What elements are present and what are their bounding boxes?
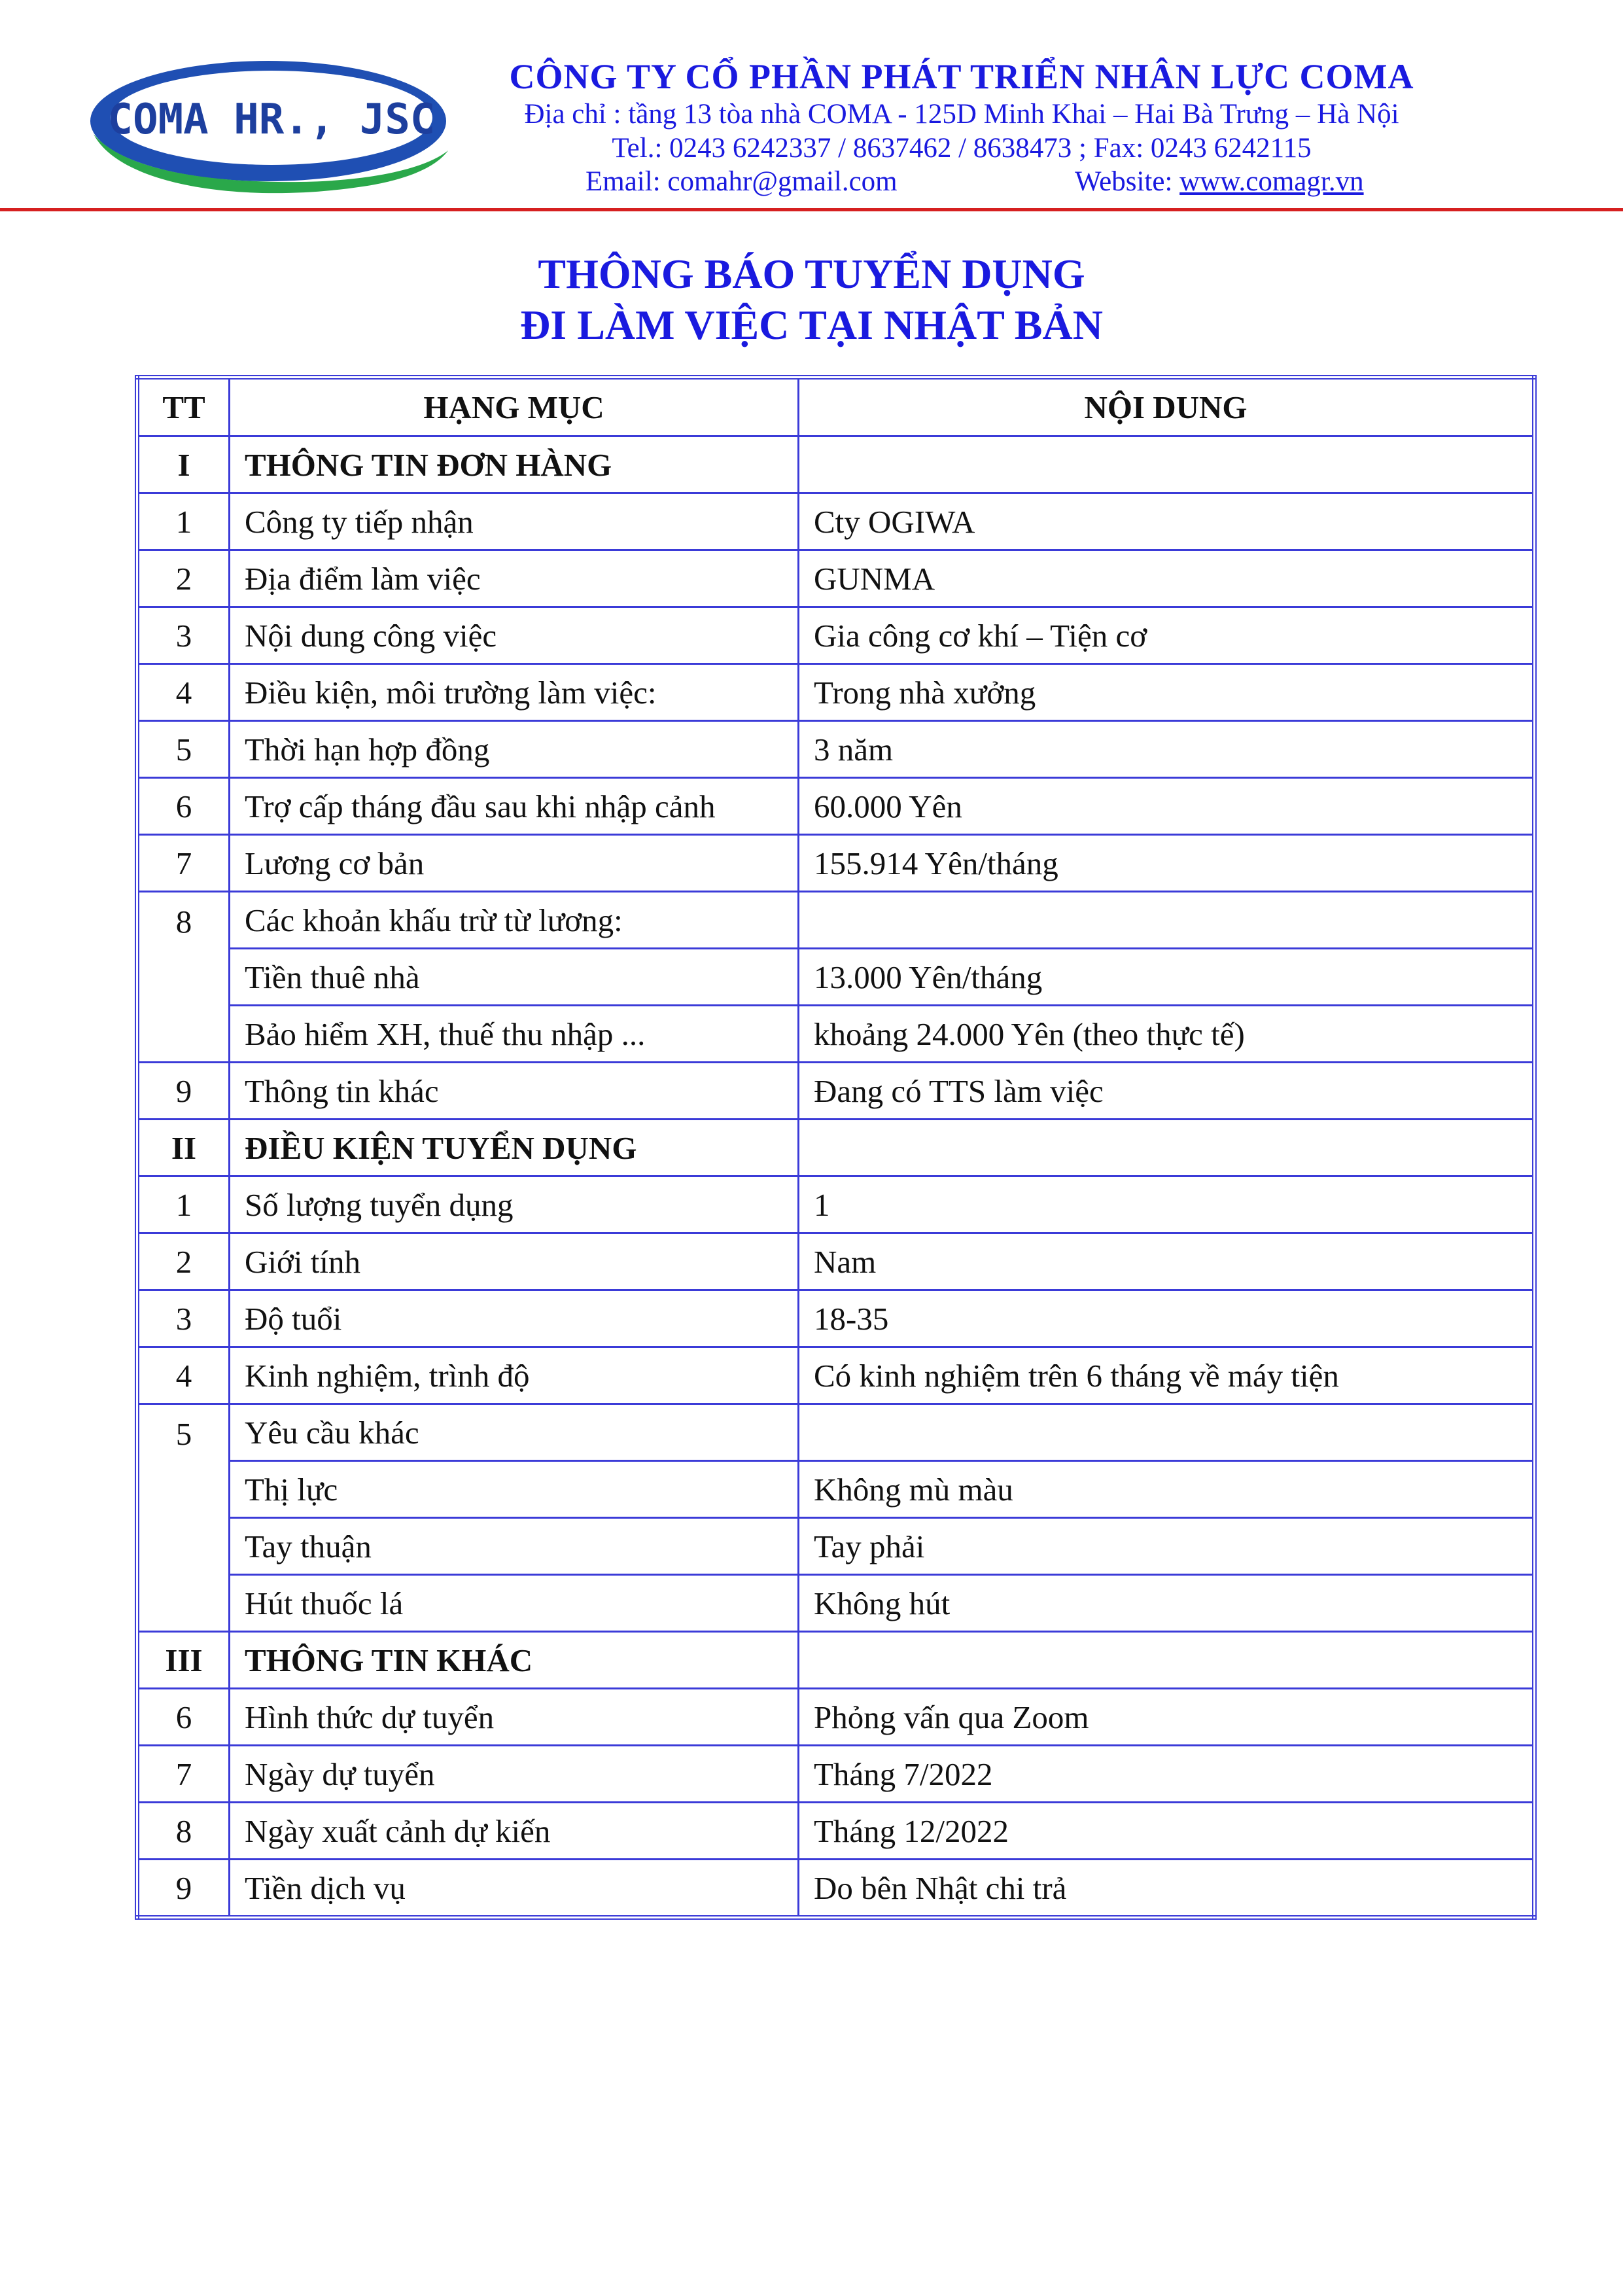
subrow-content: Không mù màu [799,1461,1535,1518]
row-content: 155.914 Yên/tháng [799,835,1535,892]
table-row [137,835,1535,892]
row-number: 4 [137,664,230,721]
row-item: Các khoản khấu trừ từ lương: [230,892,799,949]
table-row [137,1347,1535,1404]
row-item: Kinh nghiệm, trình độ [230,1347,799,1404]
subrow-item: Tiền thuê nhà [230,949,799,1006]
row-number: 8 [137,1803,230,1860]
header-item: HẠNG MỤC [230,378,799,436]
table-subrow [137,1575,1535,1632]
table-row [137,1290,1535,1347]
subrow-item: Tay thuận [230,1518,799,1575]
subrow-item: Thị lực [230,1461,799,1518]
row-number: 7 [137,1746,230,1803]
subrow-content: Tay phải [799,1518,1535,1575]
section-number: I [137,436,230,493]
company-logo [82,52,455,203]
header-divider [0,208,1623,211]
title-line-2: ĐI LÀM VIỆC TẠI NHẬT BẢN [520,302,1103,348]
row-item: Số lượng tuyển dụng [230,1176,799,1233]
row-content: Phỏng vấn qua Zoom [799,1689,1535,1746]
table-row [137,664,1535,721]
table-row [137,1404,1535,1461]
row-item: Trợ cấp tháng đầu sau khi nhập cảnh [230,778,799,835]
table-header-row [137,378,1535,436]
row-item: Nội dung công việc [230,607,799,664]
row-item: Yêu cầu khác [230,1404,799,1461]
subrow-content: 13.000 Yên/tháng [799,949,1535,1006]
table-subrow [137,1461,1535,1518]
row-item: Ngày xuất cảnh dự kiến [230,1803,799,1860]
row-number: 9 [137,1063,230,1120]
table-subrow [137,1006,1535,1063]
row-item: Điều kiện, môi trường làm việc: [230,664,799,721]
title-line-1: THÔNG BÁO TUYỂN DỤNG [538,251,1085,297]
section-title: THÔNG TIN KHÁC [230,1632,799,1689]
row-content: Đang có TTS làm việc [799,1063,1535,1120]
row-number: 3 [137,607,230,664]
row-number: 2 [137,1233,230,1290]
row-number: 5 [137,721,230,778]
table-row [137,1233,1535,1290]
section-content [799,1632,1535,1689]
row-item: Thông tin khác [230,1063,799,1120]
company-name: CÔNG TY CỔ PHẦN PHÁT TRIỂN NHÂN LỰC COMA [509,57,1414,96]
row-number: 9 [137,1860,230,1918]
table-row [137,1689,1535,1746]
table-row [137,1803,1535,1860]
row-number: 1 [137,493,230,550]
row-content [799,892,1535,949]
row-number: 5 [137,1404,230,1632]
subrow-item: Bảo hiểm XH, thuế thu nhập ... [230,1006,799,1063]
row-item: Thời hạn hợp đồng [230,721,799,778]
table-row [137,493,1535,550]
row-content: Tháng 7/2022 [799,1746,1535,1803]
row-item: Tiền dịch vụ [230,1860,799,1918]
section-row-order-info [137,436,1535,493]
row-number: 6 [137,1689,230,1746]
table-row [137,721,1535,778]
table-row [137,550,1535,607]
table-row [137,1063,1535,1120]
row-content: Có kinh nghiệm trên 6 tháng về máy tiện [799,1347,1535,1404]
row-number: 3 [137,1290,230,1347]
section-number: II [137,1120,230,1176]
row-item: Lương cơ bản [230,835,799,892]
section-content [799,1120,1535,1176]
row-content: Cty OGIWA [799,493,1535,550]
row-content: 3 năm [799,721,1535,778]
row-content: Gia công cơ khí – Tiện cơ [799,607,1535,664]
row-item: Công ty tiếp nhận [230,493,799,550]
document-title [0,249,1623,351]
company-tel-fax: Tel.: 0243 6242337 / 8637462 / 8638473 ; Fax: 0243 6242115 [612,132,1312,164]
row-number: 4 [137,1347,230,1404]
row-content: Tháng 12/2022 [799,1803,1535,1860]
website-label: Website: [1075,166,1180,197]
table-row [137,1860,1535,1918]
table-row [137,1746,1535,1803]
section-row-other-info [137,1632,1535,1689]
section-title: THÔNG TIN ĐƠN HÀNG [230,436,799,493]
company-contact [458,166,1465,203]
row-item: Độ tuổi [230,1290,799,1347]
table-subrow [137,949,1535,1006]
logo-text: COMA HR., JSC [107,96,436,144]
subrow-content: Không hút [799,1575,1535,1632]
row-content: 60.000 Yên [799,778,1535,835]
row-number: 6 [137,778,230,835]
row-content: 1 [799,1176,1535,1233]
company-header [458,58,1465,203]
row-number: 1 [137,1176,230,1233]
row-number: 8 [137,892,230,1063]
row-content: Nam [799,1233,1535,1290]
row-content [799,1404,1535,1461]
subrow-content: khoảng 24.000 Yên (theo thực tế) [799,1006,1535,1063]
subrow-item: Hút thuốc lá [230,1575,799,1632]
row-item: Địa điểm làm việc [230,550,799,607]
company-address: Địa chỉ : tầng 13 tòa nhà COMA - 125D Minh Khai – Hai Bà Trưng – Hà Nội [524,99,1399,130]
table-row [137,892,1535,949]
table-subrow [137,1518,1535,1575]
row-number: 7 [137,835,230,892]
section-title: ĐIỀU KIỆN TUYỂN DỤNG [230,1120,799,1176]
row-number: 2 [137,550,230,607]
section-number: III [137,1632,230,1689]
row-item: Giới tính [230,1233,799,1290]
header-tt: TT [137,378,230,436]
table-row [137,1176,1535,1233]
row-content: 18-35 [799,1290,1535,1347]
row-item: Hình thức dự tuyển [230,1689,799,1746]
row-item: Ngày dự tuyển [230,1746,799,1803]
company-email[interactable]: Email: comahr@gmail.com [585,166,898,197]
table-row [137,778,1535,835]
company-website [1075,166,1364,197]
row-content: Trong nhà xưởng [799,664,1535,721]
website-link[interactable]: www.comagr.vn [1179,166,1364,197]
row-content: GUNMA [799,550,1535,607]
section-content [799,436,1535,493]
table-row [137,607,1535,664]
header-content: NỘI DUNG [799,378,1535,436]
recruitment-table [135,375,1537,1920]
section-row-recruitment-conditions [137,1120,1535,1176]
row-content: Do bên Nhật chi trả [799,1860,1535,1918]
